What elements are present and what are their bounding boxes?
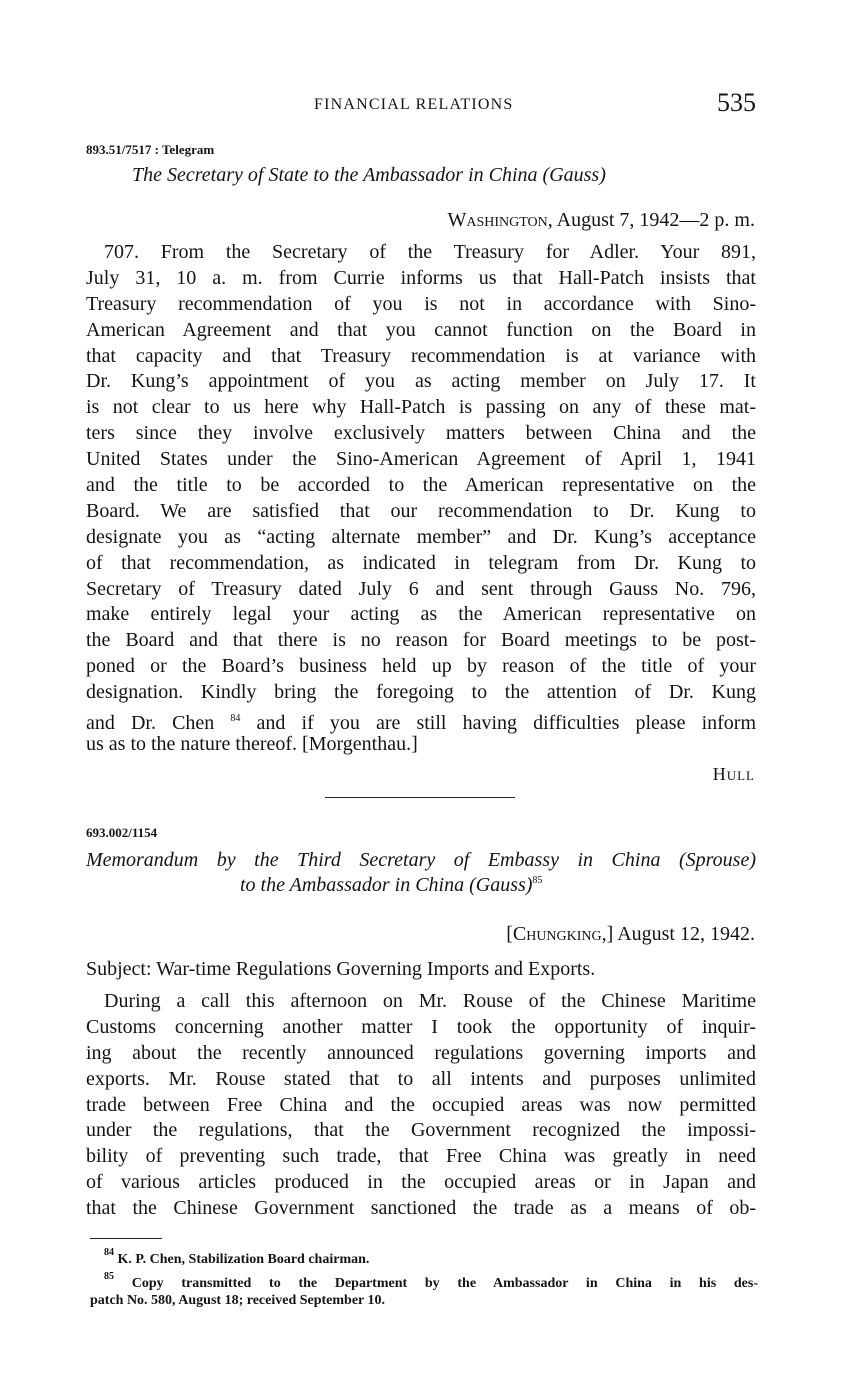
footnote-85-mark: 85	[104, 1271, 114, 1282]
footnote-85	[90, 1268, 758, 1292]
doc1-line: United States under the Sino-American Agreement of April 1, 1941	[86, 448, 756, 471]
doc1-file-number: 893.51/7517 : Telegram	[86, 142, 215, 157]
doc1-line19-start: and Dr. Chen	[86, 712, 215, 735]
running-header-title: FINANCIAL RELATIONS	[314, 96, 514, 113]
doc2-heading-line2-text: to the Ambassador in China (Gauss)	[240, 874, 533, 896]
doc1-heading: The Secretary of State to the Ambassador in China (Gauss)	[132, 164, 606, 186]
doc2-placeline	[506, 923, 755, 946]
doc1-line: the Board and that there is no reason for Board meetings to be post-	[86, 629, 756, 652]
doc1-line19-end: and if you are still having difficulties please inform	[240, 712, 757, 735]
section-divider	[325, 797, 515, 798]
footnote-ref-85: 85	[532, 875, 543, 886]
footnote-85-continued: patch No. 580, August 18; received September 10.	[90, 1293, 386, 1308]
doc1-body	[86, 240, 756, 758]
doc1-placeline	[447, 209, 755, 232]
doc2-line: During a call this afternoon on Mr. Rouse of the Chinese Maritime	[104, 990, 756, 1012]
doc1-line: of that recommendation, as indicated in telegram from Dr. Kung to	[86, 551, 756, 574]
doc2-line: under the regulations, that the Government recognized the impossi-	[86, 1119, 756, 1142]
doc1-date: , August 7, 1942—2 p. m.	[547, 209, 755, 231]
doc1-line: poned or the Board’s business held up by reason of the title of your	[86, 655, 756, 678]
doc1-line: July 31, 10 a. m. from Currie informs us that Hall-Patch insists that	[86, 266, 756, 289]
doc1-line: ters since they involve exclusively matters between China and the	[86, 422, 756, 445]
doc2-line: bility of preventing such trade, that Free China was greatly in need	[86, 1145, 756, 1168]
doc2-body	[86, 989, 756, 1222]
doc2-line: trade between Free China and the occupied areas was now permitted	[86, 1093, 756, 1116]
doc2-line: that the Chinese Government sanctioned the trade as a means of ob-	[86, 1197, 756, 1220]
doc2-date: August 12, 1942.	[613, 923, 755, 945]
doc1-place: Washington	[447, 209, 548, 231]
doc1-line: that capacity and that Treasury recommendation is at variance with	[86, 344, 756, 367]
footnote-84-text: K. P. Chen, Stabilization Board chairman.	[114, 1252, 370, 1267]
doc1-line: us as to the nature thereof. [Morgenthau.]	[86, 732, 418, 755]
doc1-line: designation. Kindly bring the foregoing to the attention of Dr. Kung	[86, 681, 756, 704]
doc2-place: [Chungking,]	[506, 923, 614, 945]
doc1-line: make entirely legal your acting as the American representative on	[86, 603, 756, 626]
doc1-line: designate you as “acting alternate member” and Dr. Kung’s acceptance	[86, 525, 756, 548]
doc1-line: American Agreement and that you cannot function on the Board in	[86, 318, 756, 341]
doc1-line-with-footnote	[86, 706, 757, 735]
doc1-line: Treasury recommendation of you is not in accordance with Sino-	[86, 292, 756, 315]
doc1-line: 707. From the Secretary of the Treasury for Adler. Your 891,	[104, 241, 756, 263]
page-number: 535	[717, 88, 756, 117]
doc2-heading-line1: Memorandum by the Third Secretary of Embassy in China (Sprouse)	[86, 849, 756, 871]
footnote-84	[90, 1244, 758, 1268]
doc1-line: Board. We are satisfied that our recommendation to Dr. Kung to	[86, 499, 756, 522]
footnote-85-text: Copy transmitted to the Department by the Ambassador in China in his des-	[114, 1276, 758, 1291]
doc1-line: Secretary of Treasury dated July 6 and sent through Gauss No. 796,	[86, 577, 756, 600]
doc1-signature: Hull	[712, 764, 755, 784]
footnote-84-mark: 84	[104, 1247, 114, 1258]
doc2-subject: Subject: War-time Regulations Governing Imports and Exports.	[86, 958, 596, 980]
doc2-subject-block	[86, 957, 756, 983]
footnote-divider	[90, 1238, 162, 1239]
doc1-line: is not clear to us here why Hall-Patch is passing on any of these mat-	[86, 396, 756, 419]
footnotes	[90, 1244, 758, 1309]
doc1-line: and the title to be accorded to the American representative on the	[86, 474, 756, 497]
doc2-line: ing about the recently announced regulations governing imports and	[86, 1041, 756, 1064]
doc1-line: Dr. Kung’s appointment of you as acting member on July 17. It	[86, 370, 756, 393]
footnote-ref-84: 84	[230, 713, 241, 725]
doc2-line: Customs concerning another matter I took the opportunity of inquir-	[86, 1015, 756, 1038]
doc2-heading-line2	[240, 874, 542, 897]
doc2-file-number: 693.002/1154	[86, 825, 158, 840]
doc2-line: of various articles produced in the occupied areas or in Japan and	[86, 1171, 756, 1194]
doc2-line: exports. Mr. Rouse stated that to all intents and purposes unlimited	[86, 1067, 756, 1090]
